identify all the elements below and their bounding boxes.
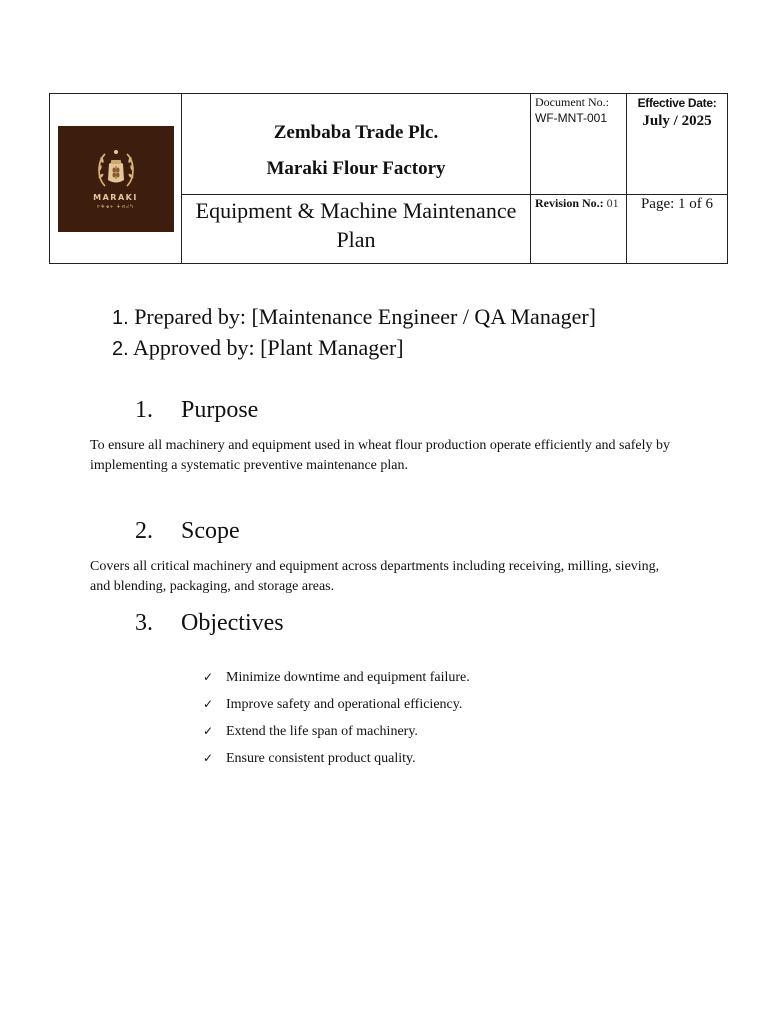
effective-date-value: July / 2025: [642, 113, 712, 129]
checkmark-icon: ✓: [203, 697, 214, 711]
maraki-logo: [58, 126, 174, 232]
checkmark-icon: ✓: [203, 751, 214, 765]
company-cell: [182, 94, 531, 195]
list-item: [203, 745, 470, 772]
document-number-label: Document No.:: [535, 95, 609, 109]
section-heading-purpose: [135, 395, 258, 425]
logo-wordmark: MARAKI: [93, 192, 138, 202]
list-number: 2.: [112, 338, 129, 360]
prepared-by-text: Prepared by: [Maintenance Engineer / QA Manager]: [134, 304, 597, 329]
objective-text: Extend the life span of machinery.: [226, 724, 418, 739]
list-item: [112, 302, 596, 333]
revision-label: Revision No.:: [535, 196, 604, 210]
effective-date-label: Effective Date:: [637, 96, 717, 110]
section-heading-objectives: [135, 608, 284, 638]
list-item: [203, 718, 470, 745]
checkmark-icon: ✓: [203, 724, 214, 738]
section-title: Scope: [181, 518, 240, 544]
section-number: 3.: [135, 610, 153, 636]
revision-value: 01: [606, 196, 619, 210]
company-name: Zembaba Trade Plc.: [273, 122, 439, 143]
section-title: Purpose: [181, 397, 259, 423]
objective-text: Minimize downtime and equipment failure.: [226, 670, 470, 685]
logo-tagline: የዱቄት ፋብሪካ: [97, 203, 134, 210]
section-number: 1.: [135, 397, 153, 423]
wheat-wreath-icon: [95, 146, 137, 192]
list-number: 1.: [112, 307, 129, 329]
scope-paragraph: Covers all critical machinery and equipment across departments including receiving, milling, sieving, and blending, packaging, and storage areas.: [90, 559, 660, 594]
revision-cell: [531, 195, 627, 264]
objective-text: Ensure consistent product quality.: [226, 751, 416, 766]
document-header-table: [49, 93, 728, 264]
prepared-approved-list: [112, 302, 596, 364]
list-item: [203, 664, 470, 691]
objective-text: Improve safety and operational efficiency.: [226, 697, 463, 712]
list-item: [203, 691, 470, 718]
factory-name: Maraki Flour Factory: [266, 158, 446, 179]
document-number-value: WF-MNT-001: [535, 111, 607, 125]
approved-by-text: Approved by: [Plant Manager]: [132, 335, 404, 360]
effective-date-cell: [627, 94, 728, 195]
section-heading-scope: [135, 516, 240, 546]
purpose-paragraph: To ensure all machinery and equipment used in wheat flour production operate efficiently and safely by implementing a systematic preventive maintenance plan.: [90, 438, 670, 473]
section-number: 2.: [135, 518, 153, 544]
logo-cell: [50, 94, 182, 264]
checkmark-icon: ✓: [203, 670, 214, 684]
section-title: Objectives: [181, 610, 284, 636]
objectives-checklist: [203, 664, 470, 772]
list-item: [112, 333, 596, 364]
page-indicator: Page: 1 of 6: [627, 195, 728, 264]
document-title: Equipment & Machine Maintenance Plan: [182, 195, 531, 264]
document-number-cell: [531, 94, 627, 195]
